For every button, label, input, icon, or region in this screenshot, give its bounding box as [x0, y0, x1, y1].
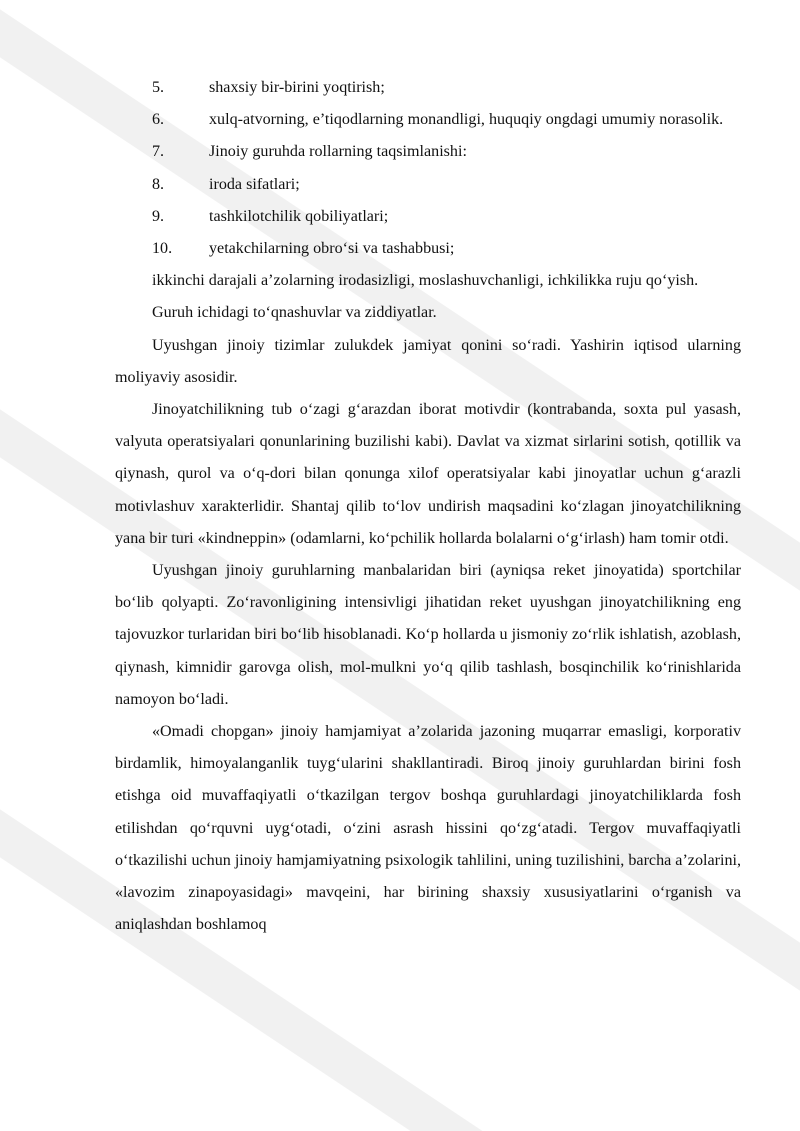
list-item [115, 233, 741, 265]
list-text: iroda sifatlari; [209, 175, 300, 193]
list-text: Jinoiy guruhda rollarning taqsimlanishi: [209, 143, 467, 161]
list-text: yetakchilarning obro‘si va tashabbusi; [209, 240, 455, 258]
list-text: xulq-atvorning, e’tiqodlarning monandligi, huquqiy ongdagi umumiy norasolik. [209, 111, 724, 129]
list-number: 6. [152, 111, 165, 129]
list-item [115, 201, 741, 233]
document-body [115, 72, 741, 941]
list-number: 9. [152, 207, 165, 225]
list-item [115, 104, 741, 136]
list-number: 7. [152, 143, 165, 161]
list-text: tashkilotchilik qobiliyatlari; [209, 207, 389, 225]
list-item [115, 72, 741, 104]
list-text: shaxsiy bir-birini yoqtirish; [209, 79, 385, 96]
list-number: 5. [152, 79, 165, 96]
list-item [115, 136, 741, 168]
paragraph: Jinoyatchilikning tub o‘zagi g‘arazdan iborat motivdir (kontrabanda, soxta pul yasash, valyuta operatsiyalari qonunlarining buzilishi kabi). Davlat va xizmat sirlarini sotish, qotillik va qiynash, qurol va o‘q-dori bilan qonunga xilof operatsiyalar kabi jinoyatlar uchun g‘arazli motivlashuv xarakterlidir. Shantaj qilib to‘lov undirish maqsadini ko‘zlagan jinoyatchilikning yana bir turi «kindneppin» (odamlarni, ko‘pchilik hollarda bolalarni o‘g‘irlash) ham tomir otdi. [115, 401, 741, 547]
list-number: 8. [152, 175, 165, 193]
paragraph: Guruh ichidagi to‘qnashuvlar va ziddiyatlar. [152, 304, 437, 322]
list-item [115, 169, 741, 201]
paragraph: Uyushgan jinoiy tizimlar zulukdek jamiyat qonini so‘radi. Yashirin iqtisod ularning moliyaviy asosidir. [115, 336, 741, 386]
paragraph: «Omadi chopgan» jinoiy hamjamiyat a’zolarida jazoning muqarrar emasligi, korporativ birdamlik, himoyalanganlik tuyg‘ularini shakllantiradi. Biroq jinoiy guruhlardan birini fosh etishga oid muvaffaqiyatli o‘tkazilgan tergov boshqa guruhlardagi jinoyatchiliklarda fosh etilishdan qo‘rquvni uyg‘otadi, o‘zini asrash hissini qo‘zg‘atadi. Tergov muvaffaqiyatli o‘tkazilishi uchun jinoiy hamjamiyatning psixologik tahlilini, uning tuzilishini, barcha a’zolarini, «lavozim zinapoyasidagi» mavqeini, har birining shaxsiy xususiyatlarini o‘rganish va aniqlashdan boshlamoq [115, 723, 741, 934]
paragraph: ikkinchi darajali a’zolarning irodasizligi, moslashuvchanligi, ichkilikka ruju qo‘yish. [152, 272, 699, 290]
paragraph: Uyushgan jinoiy guruhlarning manbalaridan biri (ayniqsa reket jinoyatida) sportchilar bo‘lib qolyapti. Zo‘ravonligining intensivligi jihatidan reket uyushgan jinoyatchilikning eng tajovuzkor turlaridan biri bo‘lib hisoblanadi. Ko‘p hollarda u jismoniy zo‘rlik ishlatish, azoblash, qiynash, kimnidir garovga olish, mol-mulkni yo‘q qilib tashlash, bosqinchilik ko‘rinishlarida namoyon bo‘ladi. [115, 562, 741, 708]
list-number: 10. [152, 240, 173, 258]
